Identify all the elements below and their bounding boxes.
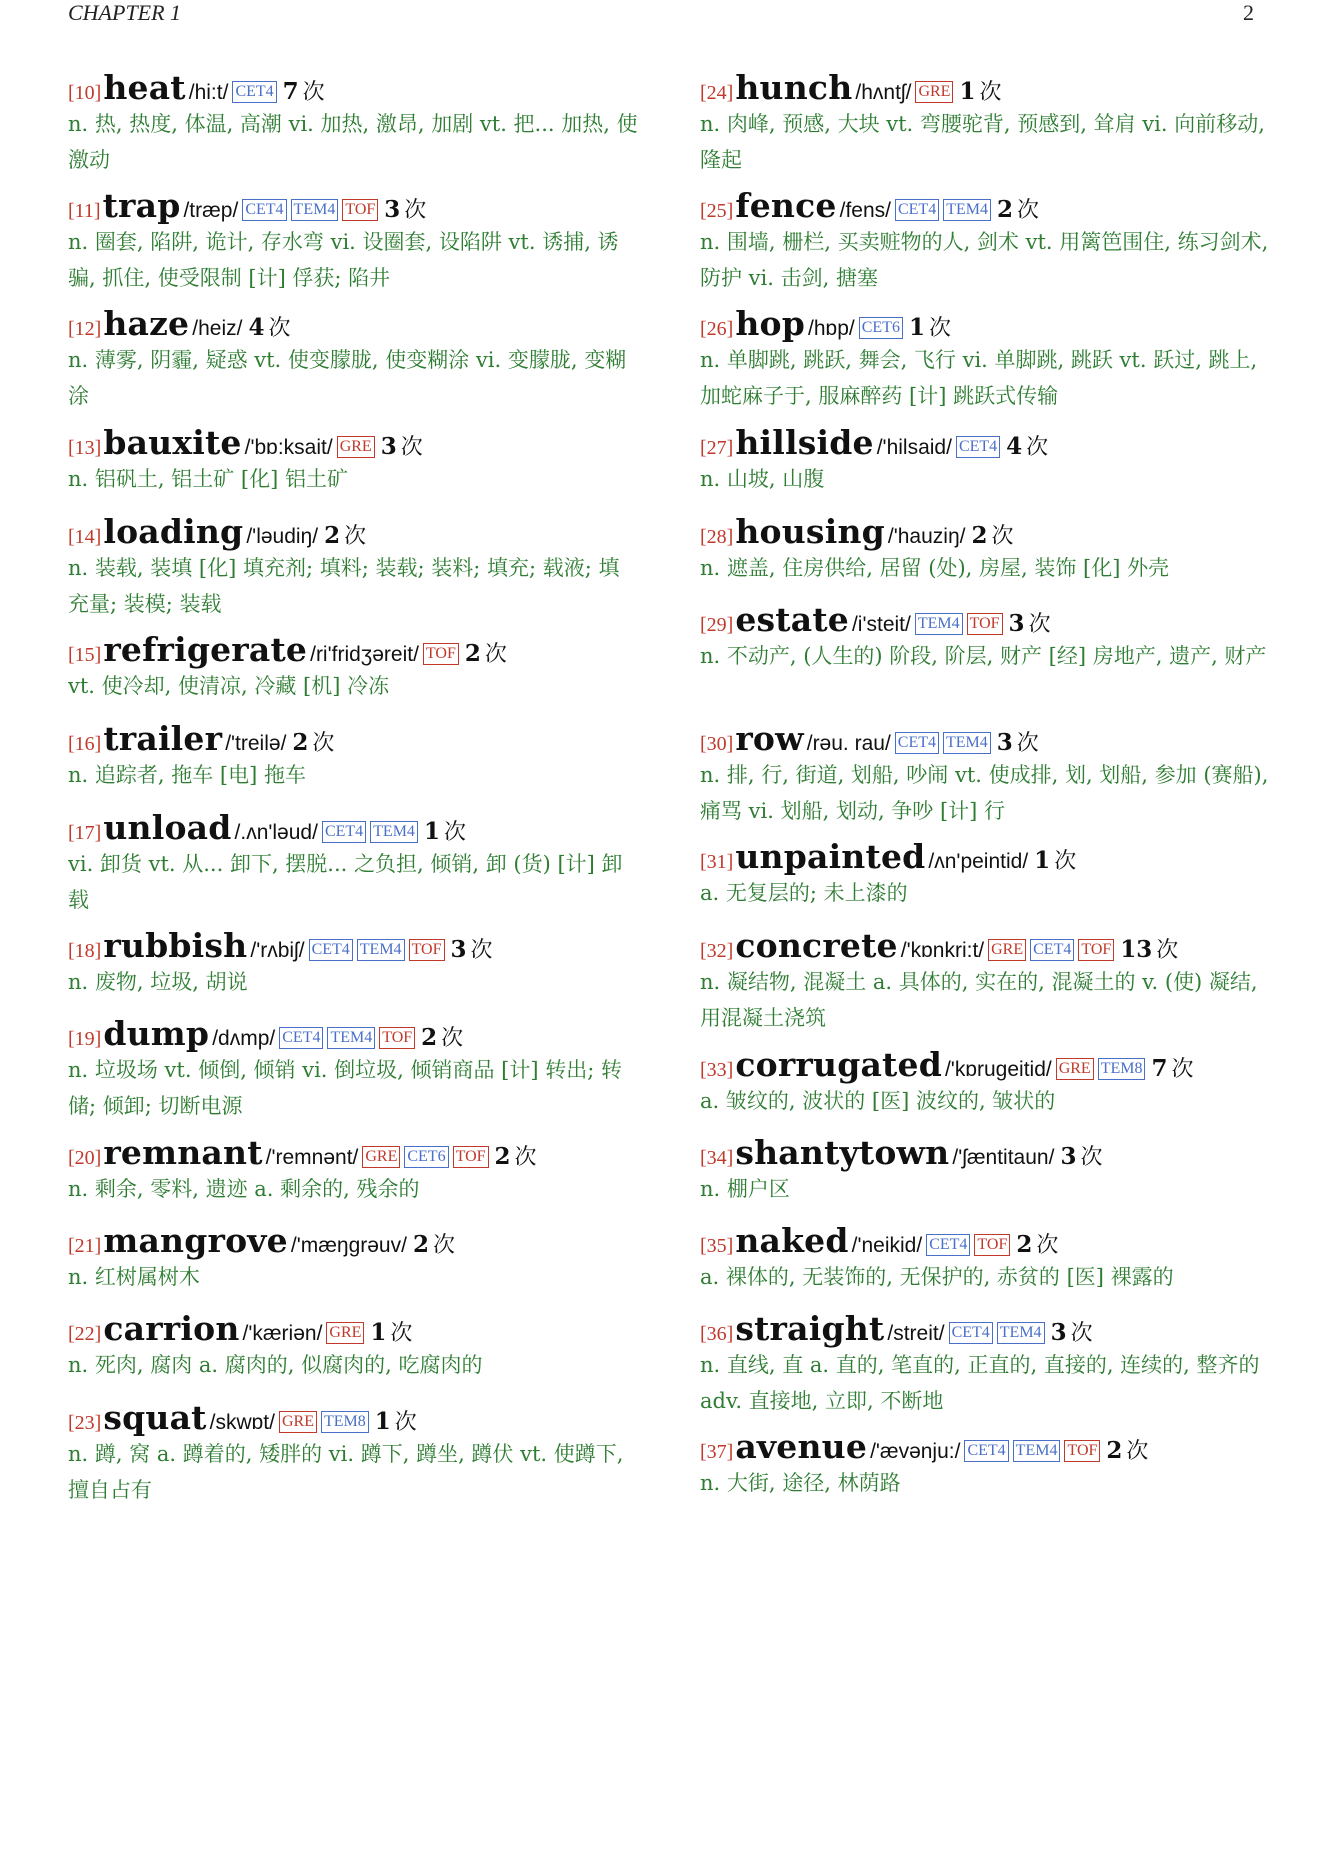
- dictionary-entry: [700, 1223, 1270, 1295]
- phonetic: /ʌn'peintid/: [928, 850, 1029, 873]
- definition: vi. 卸货 vt. 从... 卸下, 摆脱... 之负担, 倾销, 卸 (货) [计] 卸载: [68, 852, 623, 912]
- dictionary-entry: [700, 1047, 1270, 1119]
- entry-number: [29]: [700, 614, 734, 636]
- occurrence-count: 13: [1120, 936, 1153, 963]
- phonetic: /'bɒ:ksait/: [244, 436, 333, 459]
- phonetic: /'kɒnkri:t/: [900, 939, 985, 962]
- headword-line: [700, 1429, 1270, 1465]
- occurrence-count: 3: [384, 196, 401, 223]
- exam-tag: GRE: [1056, 1058, 1094, 1080]
- dictionary-entry: [68, 721, 638, 793]
- headword: trailer: [103, 719, 223, 758]
- headword: hillside: [735, 423, 874, 462]
- definition: n. 热, 热度, 体温, 高潮 vi. 加热, 激昂, 加剧 vt. 把... 加热, 使激动: [68, 112, 638, 172]
- exam-tag: GRE: [362, 1146, 400, 1168]
- count-suffix: 次: [394, 1410, 417, 1435]
- exam-tag: CET4: [1030, 939, 1074, 961]
- dictionary-entry: [68, 188, 638, 296]
- headword: concrete: [735, 926, 898, 965]
- phonetic: /'rʌbiʃ/: [250, 939, 305, 962]
- headword: estate: [735, 600, 849, 639]
- definition: n. 装载, 装填 [化] 填充剂; 填料; 装载; 装料; 填充; 载液; 填充量; 装模; 装载: [68, 556, 620, 616]
- phonetic: /'ʃæntitaun/: [952, 1146, 1055, 1169]
- headword-line: [68, 1135, 638, 1171]
- exam-tag: CET4: [309, 939, 353, 961]
- entry-number: [13]: [68, 437, 102, 459]
- entry-number: [31]: [700, 851, 734, 873]
- headword-line: [700, 602, 1270, 638]
- headword-line: [700, 1311, 1270, 1347]
- count-suffix: 次: [470, 938, 493, 963]
- dictionary-entry: [700, 928, 1270, 1036]
- occurrence-count: 3: [996, 729, 1013, 756]
- count-suffix: 次: [1054, 849, 1077, 874]
- definition: n. 追踪者, 拖车 [电] 拖车: [68, 763, 306, 787]
- headword-line: [68, 1400, 638, 1436]
- occurrence-count: 2: [421, 1024, 438, 1051]
- occurrence-count: 2: [1106, 1437, 1123, 1464]
- phonetic: /skwɒt/: [209, 1411, 275, 1434]
- phonetic: /'kɒrugeitid/: [944, 1058, 1052, 1081]
- occurrence-count: 1: [370, 1319, 387, 1346]
- entry-number: [20]: [68, 1147, 102, 1169]
- headword: hunch: [735, 68, 853, 107]
- entry-number: [18]: [68, 940, 102, 962]
- occurrence-count: 1: [1034, 847, 1051, 874]
- exam-tag: CET4: [895, 199, 939, 221]
- phonetic: /'ævənju:/: [870, 1440, 961, 1463]
- count-suffix: 次: [979, 80, 1002, 105]
- occurrence-count: 7: [282, 78, 299, 105]
- headword-line: [700, 1135, 1270, 1171]
- occurrence-count: 2: [971, 522, 988, 549]
- exam-tag: CET6: [859, 317, 903, 339]
- count-suffix: 次: [443, 820, 466, 845]
- dictionary-entry: [700, 721, 1270, 829]
- exam-tag: GRE: [988, 939, 1026, 961]
- exam-tag: GRE: [337, 436, 375, 458]
- occurrence-count: 2: [996, 196, 1013, 223]
- phonetic: /'mæŋgrəuv/: [290, 1234, 407, 1257]
- headword-line: [68, 1311, 638, 1347]
- phonetic: /hɒp/: [808, 317, 855, 340]
- exam-tag: TEM4: [943, 199, 991, 221]
- count-suffix: 次: [1016, 731, 1039, 756]
- headword-line: [68, 632, 638, 668]
- exam-tag: TOF: [1064, 1440, 1100, 1462]
- headword: mangrove: [103, 1221, 288, 1260]
- dictionary-entry: [68, 1223, 638, 1295]
- phonetic: /'hilsaid/: [876, 436, 952, 459]
- definition: n. 大街, 途径, 林荫路: [700, 1471, 901, 1495]
- exam-tag: TEM4: [370, 821, 418, 843]
- entry-number: [10]: [68, 82, 102, 104]
- page-number: 2: [1243, 0, 1254, 25]
- dictionary-entry: [68, 70, 638, 178]
- headword: shantytown: [735, 1133, 950, 1172]
- definition: n. 剩余, 零料, 遗迹 a. 剩余的, 残余的: [68, 1177, 420, 1201]
- definition: n. 废物, 垃圾, 胡说: [68, 970, 248, 994]
- definition: vt. 使冷却, 使清凉, 冷藏 [机] 冷冻: [68, 674, 390, 698]
- headword-line: [700, 306, 1270, 342]
- headword: haze: [103, 304, 190, 343]
- definition: n. 薄雾, 阴霾, 疑惑 vt. 使变朦胧, 使变糊涂 vi. 变朦胧, 变糊涂: [68, 348, 627, 408]
- definition: n. 围墙, 栅栏, 买卖赃物的人, 剑术 vt. 用篱笆围住, 练习剑术, 防护 vi. 击剑, 搪塞: [700, 230, 1269, 290]
- dictionary-entry: [700, 602, 1270, 674]
- entry-number: [12]: [68, 318, 102, 340]
- phonetic: /'remnənt/: [265, 1146, 359, 1169]
- exam-tag: TOF: [342, 199, 378, 221]
- occurrence-count: 2: [292, 729, 309, 756]
- dictionary-entry: [700, 306, 1270, 414]
- dictionary-entry: [68, 928, 638, 1000]
- count-suffix: 次: [404, 198, 427, 223]
- headword-line: [700, 721, 1270, 757]
- count-suffix: 次: [1070, 1321, 1093, 1346]
- entry-number: [21]: [68, 1235, 102, 1257]
- occurrence-count: 1: [959, 78, 976, 105]
- dictionary-entry: [68, 632, 638, 704]
- occurrence-count: 3: [380, 433, 397, 460]
- entry-number: [34]: [700, 1147, 734, 1169]
- definition: n. 直线, 直 a. 直的, 笔直的, 正直的, 直接的, 连续的, 整齐的 adv. 直接地, 立即, 不断地: [700, 1353, 1260, 1413]
- occurrence-count: 4: [248, 314, 265, 341]
- exam-tag: TOF: [1078, 939, 1114, 961]
- exam-tag: TEM4: [997, 1322, 1045, 1344]
- entry-number: [17]: [68, 822, 102, 844]
- phonetic: /fens/: [839, 199, 891, 222]
- dictionary-entry: [700, 1135, 1270, 1207]
- occurrence-count: 1: [908, 314, 925, 341]
- dictionary-entry: [68, 306, 638, 414]
- headword-line: [700, 928, 1270, 964]
- definition: n. 圈套, 陷阱, 诡计, 存水弯 vi. 设圈套, 设陷阱 vt. 诱捕, 诱骗, 抓住, 使受限制 [计] 俘获; 陷井: [68, 230, 619, 290]
- entry-number: [27]: [700, 437, 734, 459]
- count-suffix: 次: [312, 731, 335, 756]
- headword-line: [700, 188, 1270, 224]
- headword-line: [68, 306, 638, 342]
- headword: heat: [103, 68, 186, 107]
- headword-line: [68, 514, 638, 550]
- exam-tag: TOF: [967, 613, 1003, 635]
- exam-tag: TOF: [453, 1146, 489, 1168]
- exam-tag: TEM4: [915, 613, 963, 635]
- exam-tag: CET4: [926, 1234, 970, 1256]
- occurrence-count: 1: [374, 1408, 391, 1435]
- headword-line: [700, 70, 1270, 106]
- definition: a. 无复层的; 未上漆的: [700, 881, 908, 905]
- exam-tag: TEM4: [327, 1027, 375, 1049]
- phonetic: /'kæriən/: [242, 1322, 323, 1345]
- exam-tag: TEM4: [357, 939, 405, 961]
- exam-tag: CET4: [964, 1440, 1008, 1462]
- occurrence-count: 4: [1006, 433, 1023, 460]
- headword-line: [68, 425, 638, 461]
- headword-line: [68, 1016, 638, 1052]
- phonetic: /rəu. rau/: [806, 732, 891, 755]
- headword: trap: [102, 186, 181, 225]
- headword-line: [700, 425, 1270, 461]
- count-suffix: 次: [344, 524, 367, 549]
- count-suffix: 次: [928, 316, 951, 341]
- exam-tag: GRE: [326, 1322, 364, 1344]
- occurrence-count: 3: [1060, 1143, 1077, 1170]
- dictionary-entry: [700, 1429, 1270, 1501]
- exam-tag: CET4: [279, 1027, 323, 1049]
- headword-line: [700, 839, 1270, 875]
- occurrence-count: 2: [494, 1143, 511, 1170]
- headword-line: [68, 928, 638, 964]
- exam-tag: TOF: [423, 643, 459, 665]
- count-suffix: 次: [302, 80, 325, 105]
- definition: n. 铝矾土, 铝土矿 [化] 铝土矿: [68, 467, 348, 491]
- exam-tag: CET4: [242, 199, 286, 221]
- occurrence-count: 3: [1050, 1319, 1067, 1346]
- exam-tag: GRE: [915, 81, 953, 103]
- headword: naked: [735, 1221, 849, 1260]
- dictionary-entry: [700, 188, 1270, 296]
- exam-tag: TEM4: [943, 732, 991, 754]
- entry-number: [35]: [700, 1235, 734, 1257]
- occurrence-count: 3: [1008, 610, 1025, 637]
- headword: rubbish: [103, 926, 248, 965]
- dictionary-entry: [68, 1400, 638, 1508]
- phonetic: /heiz/: [192, 317, 243, 340]
- headword: refrigerate: [103, 630, 308, 669]
- exam-tag: TEM8: [321, 1411, 369, 1433]
- occurrence-count: 7: [1151, 1055, 1168, 1082]
- dictionary-entry: [700, 1311, 1270, 1419]
- phonetic: /dʌmp/: [212, 1027, 276, 1050]
- count-suffix: 次: [1080, 1145, 1103, 1170]
- dictionary-entry: [68, 1135, 638, 1207]
- chapter-title: CHAPTER 1: [68, 0, 182, 25]
- headword-line: [700, 1223, 1270, 1259]
- entry-number: [32]: [700, 940, 734, 962]
- headword: corrugated: [735, 1045, 942, 1084]
- exam-tag: TEM4: [1013, 1440, 1061, 1462]
- exam-tag: TOF: [974, 1234, 1010, 1256]
- headword-line: [68, 1223, 638, 1259]
- exam-tag: CET6: [404, 1146, 448, 1168]
- dictionary-entry: [68, 1311, 638, 1383]
- entry-number: [36]: [700, 1323, 734, 1345]
- count-suffix: 次: [400, 435, 423, 460]
- exam-tag: TOF: [379, 1027, 415, 1049]
- dictionary-entry: [68, 1016, 638, 1124]
- headword: fence: [735, 186, 837, 225]
- exam-tag: TEM8: [1098, 1058, 1146, 1080]
- entry-number: [14]: [68, 526, 102, 548]
- dictionary-entry: [68, 514, 638, 622]
- count-suffix: 次: [514, 1145, 537, 1170]
- dictionary-entry: [700, 425, 1270, 497]
- exam-tag: CET4: [895, 732, 939, 754]
- occurrence-count: 2: [412, 1231, 429, 1258]
- count-suffix: 次: [268, 316, 291, 341]
- phonetic: /'hauziŋ/: [887, 525, 966, 548]
- definition: n. 单脚跳, 跳跃, 舞会, 飞行 vi. 单脚跳, 跳跃 vt. 跃过, 跳上, 加蛇麻子于, 服麻醉药 [计] 跳跃式传输: [700, 348, 1258, 408]
- phonetic: /'ləudiŋ/: [246, 525, 319, 548]
- dictionary-entry: [68, 810, 638, 918]
- exam-tag: TEM4: [291, 199, 339, 221]
- page-header: [68, 0, 1254, 28]
- entry-number: [33]: [700, 1059, 734, 1081]
- count-suffix: 次: [1171, 1057, 1194, 1082]
- phonetic: /i'steit/: [851, 613, 911, 636]
- definition: n. 棚户区: [700, 1177, 790, 1201]
- occurrence-count: 2: [324, 522, 341, 549]
- exam-tag: TOF: [409, 939, 445, 961]
- definition: a. 皱纹的, 波状的 [医] 波纹的, 皱状的: [700, 1089, 1056, 1113]
- entry-number: [26]: [700, 318, 734, 340]
- count-suffix: 次: [1026, 435, 1049, 460]
- definition: n. 不动产, (人生的) 阶段, 阶层, 财产 [经] 房地产, 遗产, 财产: [700, 644, 1267, 668]
- count-suffix: 次: [1156, 938, 1179, 963]
- headword: bauxite: [103, 423, 242, 462]
- entry-number: [19]: [68, 1028, 102, 1050]
- occurrence-count: 3: [450, 936, 467, 963]
- definition: n. 遮盖, 住房供给, 居留 (处), 房屋, 装饰 [化] 外壳: [700, 556, 1170, 580]
- headword: remnant: [103, 1133, 263, 1172]
- headword-line: [68, 810, 638, 846]
- phonetic: /.ʌn'ləud/: [234, 821, 318, 844]
- entry-number: [22]: [68, 1323, 102, 1345]
- exam-tag: GRE: [279, 1411, 317, 1433]
- phonetic: /'neikid/: [851, 1234, 923, 1257]
- headword-line: [68, 188, 638, 224]
- headword: hop: [735, 304, 806, 343]
- definition: n. 垃圾场 vt. 倾倒, 倾销 vi. 倒垃圾, 倾销商品 [计] 转出; 转储; 倾卸; 切断电源: [68, 1058, 622, 1118]
- count-suffix: 次: [441, 1026, 464, 1051]
- headword: straight: [735, 1309, 885, 1348]
- headword: unpainted: [735, 837, 926, 876]
- count-suffix: 次: [1017, 198, 1040, 223]
- definition: n. 肉峰, 预感, 大块 vt. 弯腰驼背, 预感到, 耸肩 vi. 向前移动, 隆起: [700, 112, 1265, 172]
- headword: carrion: [103, 1309, 240, 1348]
- dictionary-entry: [700, 514, 1270, 586]
- entry-number: [25]: [700, 200, 734, 222]
- count-suffix: 次: [390, 1321, 413, 1346]
- phonetic: /streit/: [887, 1322, 945, 1345]
- entry-number: [37]: [700, 1441, 734, 1463]
- count-suffix: 次: [484, 642, 507, 667]
- entry-number: [15]: [68, 644, 102, 666]
- phonetic: /hʌntʃ/: [855, 81, 912, 104]
- definition: n. 凝结物, 混凝土 a. 具体的, 实在的, 混凝土的 v. (使) 凝结, 用混凝土浇筑: [700, 970, 1258, 1030]
- headword-line: [700, 514, 1270, 550]
- headword: loading: [103, 512, 244, 551]
- definition: n. 排, 行, 街道, 划船, 吵闹 vt. 使成排, 划, 划船, 参加 (赛船), 痛骂 vi. 划船, 划动, 争吵 [计] 行: [700, 763, 1269, 823]
- definition: a. 裸体的, 无装饰的, 无保护的, 赤贫的 [医] 裸露的: [700, 1265, 1174, 1289]
- dictionary-entry: [68, 425, 638, 497]
- count-suffix: 次: [1036, 1233, 1059, 1258]
- entry-number: [16]: [68, 733, 102, 755]
- definition: n. 山坡, 山腹: [700, 467, 825, 491]
- exam-tag: CET4: [322, 821, 366, 843]
- occurrence-count: 2: [464, 640, 481, 667]
- entry-number: [23]: [68, 1412, 102, 1434]
- headword: avenue: [735, 1427, 868, 1466]
- headword: unload: [103, 808, 232, 847]
- definition: n. 蹲, 窝 a. 蹲着的, 矮胖的 vi. 蹲下, 蹲坐, 蹲伏 vt. 使蹲下, 擅自占有: [68, 1442, 624, 1502]
- headword: dump: [103, 1014, 210, 1053]
- phonetic: /ri'fridʒəreit/: [310, 643, 419, 666]
- count-suffix: 次: [1126, 1439, 1149, 1464]
- entry-number: [30]: [700, 733, 734, 755]
- definition: n. 死肉, 腐肉 a. 腐肉的, 似腐肉的, 吃腐肉的: [68, 1353, 483, 1377]
- phonetic: /træp/: [183, 199, 239, 222]
- entry-number: [28]: [700, 526, 734, 548]
- entry-number: [11]: [68, 200, 101, 222]
- definition: n. 红树属树木: [68, 1265, 200, 1289]
- headword: housing: [735, 512, 885, 551]
- headword-line: [68, 70, 638, 106]
- count-suffix: 次: [1028, 612, 1051, 637]
- exam-tag: CET4: [956, 436, 1000, 458]
- exam-tag: CET4: [949, 1322, 993, 1344]
- phonetic: /hi:t/: [188, 81, 229, 104]
- exam-tag: CET4: [232, 81, 276, 103]
- phonetic: /'treilə/: [225, 732, 287, 755]
- headword-line: [68, 721, 638, 757]
- entry-number: [24]: [700, 82, 734, 104]
- occurrence-count: 2: [1016, 1231, 1033, 1258]
- count-suffix: 次: [991, 524, 1014, 549]
- occurrence-count: 1: [423, 818, 440, 845]
- dictionary-entry: [700, 70, 1270, 178]
- dictionary-entry: [700, 839, 1270, 911]
- headword: squat: [103, 1398, 207, 1437]
- headword-line: [700, 1047, 1270, 1083]
- count-suffix: 次: [432, 1233, 455, 1258]
- headword: row: [735, 719, 804, 758]
